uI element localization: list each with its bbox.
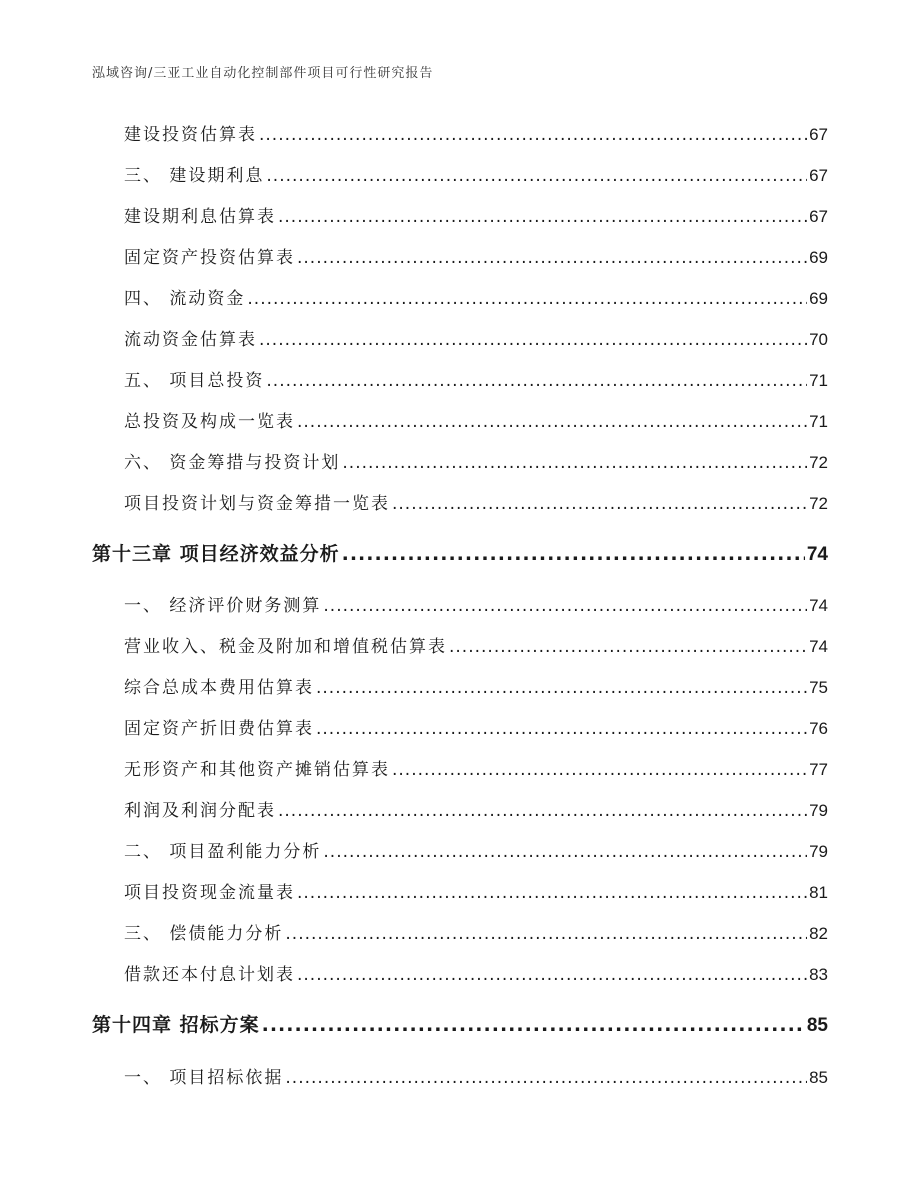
toc-page-number: 71 — [809, 412, 828, 431]
toc-leader-dots — [297, 880, 807, 906]
toc-entry-label: 六、 资金筹措与投资计划 — [124, 453, 341, 473]
header-divider — [92, 86, 828, 87]
toc-page-number: 85 — [809, 1068, 828, 1087]
toc-entry-label: 项目投资计划与资金筹措一览表 — [124, 494, 390, 514]
toc-entry-label: 项目投资现金流量表 — [124, 883, 295, 903]
toc-leader-dots — [247, 286, 807, 312]
toc-entry[interactable] — [124, 962, 828, 988]
toc-entry-label: 一、 项目招标依据 — [124, 1068, 284, 1088]
toc-page-number: 77 — [809, 760, 828, 779]
toc-entry-label: 三、 偿债能力分析 — [124, 924, 284, 944]
toc-entry[interactable] — [124, 327, 828, 353]
toc-entry[interactable] — [124, 204, 828, 230]
toc-entry[interactable] — [124, 880, 828, 906]
toc-entry[interactable] — [124, 409, 828, 435]
toc-entry-label: 总投资及构成一览表 — [124, 412, 295, 432]
toc-entry-label: 利润及利润分配表 — [124, 801, 276, 821]
toc-leader-dots — [262, 1012, 805, 1038]
toc-page-number: 79 — [809, 801, 828, 820]
toc-chapter-label: 第十三章 项目经济效益分析 — [92, 543, 340, 565]
toc-page-number: 74 — [809, 596, 828, 615]
toc-entry-label: 借款还本付息计划表 — [124, 965, 295, 985]
toc-leader-dots — [342, 541, 805, 567]
toc-entry[interactable] — [124, 675, 828, 701]
toc-chapter-label: 第十四章 招标方案 — [92, 1014, 260, 1036]
toc-entry-label: 综合总成本费用估算表 — [124, 678, 314, 698]
toc-page-number: 69 — [809, 289, 828, 308]
toc-leader-dots — [392, 491, 807, 517]
toc-leader-dots — [259, 122, 807, 148]
toc-page-number: 67 — [809, 166, 828, 185]
toc-chapter-entry[interactable] — [92, 541, 828, 567]
toc-entry-label: 五、 项目总投资 — [124, 371, 265, 391]
toc-entry[interactable] — [124, 921, 828, 947]
toc-page-number: 71 — [809, 371, 828, 390]
toc-leader-dots — [323, 839, 807, 865]
toc-entry[interactable] — [124, 593, 828, 619]
toc-entry[interactable] — [124, 634, 828, 660]
toc-leader-dots — [285, 1065, 807, 1091]
toc-entry-label: 固定资产折旧费估算表 — [124, 719, 314, 739]
toc-entry[interactable] — [124, 368, 828, 394]
toc-leader-dots — [342, 450, 807, 476]
toc-leader-dots — [297, 245, 807, 271]
toc-entry[interactable] — [124, 163, 828, 189]
toc-page-number: 81 — [809, 883, 828, 902]
toc-page-number: 79 — [809, 842, 828, 861]
toc-page-number: 67 — [809, 125, 828, 144]
toc-entry[interactable] — [124, 1065, 828, 1091]
toc-page-number: 72 — [809, 453, 828, 472]
toc-page-number: 85 — [806, 1015, 828, 1036]
toc-page-number: 72 — [809, 494, 828, 513]
toc-entry-label: 营业收入、税金及附加和增值税估算表 — [124, 637, 447, 657]
toc-entry[interactable] — [124, 839, 828, 865]
toc-entry-label: 流动资金估算表 — [124, 330, 257, 350]
toc-entry[interactable] — [124, 245, 828, 271]
toc-leader-dots — [297, 962, 807, 988]
toc-leader-dots — [316, 716, 807, 742]
toc-leader-dots — [285, 921, 807, 947]
toc-leader-dots — [266, 163, 807, 189]
toc-entry[interactable] — [124, 286, 828, 312]
toc-page-number: 76 — [809, 719, 828, 738]
toc-entry-label: 一、 经济评价财务测算 — [124, 596, 322, 616]
toc-page-number: 75 — [809, 678, 828, 697]
toc-page-number: 74 — [809, 637, 828, 656]
toc-entry-label: 建设期利息估算表 — [124, 207, 276, 227]
toc-leader-dots — [297, 409, 807, 435]
toc-page-number: 82 — [809, 924, 828, 943]
toc-entry-label: 建设投资估算表 — [124, 125, 257, 145]
toc-page-number: 67 — [809, 207, 828, 226]
toc-entry-label: 无形资产和其他资产摊销估算表 — [124, 760, 390, 780]
toc-leader-dots — [392, 757, 807, 783]
toc-entry[interactable] — [124, 122, 828, 148]
document-header: 泓域咨询/三亚工业自动化控制部件项目可行性研究报告 — [92, 66, 434, 81]
toc-entry[interactable] — [124, 716, 828, 742]
toc-leader-dots — [278, 798, 807, 824]
toc-leader-dots — [316, 675, 807, 701]
toc-entry-label: 二、 项目盈利能力分析 — [124, 842, 322, 862]
toc-page-number: 74 — [806, 544, 828, 565]
toc-leader-dots — [259, 327, 807, 353]
toc-entry[interactable] — [124, 798, 828, 824]
toc-leader-dots — [449, 634, 807, 660]
toc-leader-dots — [278, 204, 807, 230]
toc-page-number: 70 — [809, 330, 828, 349]
toc-page-number: 83 — [809, 965, 828, 984]
toc-entry[interactable] — [124, 757, 828, 783]
toc-entry-label: 固定资产投资估算表 — [124, 248, 295, 268]
toc-entry[interactable] — [124, 450, 828, 476]
toc-leader-dots — [266, 368, 807, 394]
toc-leader-dots — [323, 593, 807, 619]
toc-entry[interactable] — [124, 491, 828, 517]
toc-chapter-entry[interactable] — [92, 1012, 828, 1038]
toc-page-number: 69 — [809, 248, 828, 267]
toc-entry-label: 三、 建设期利息 — [124, 166, 265, 186]
toc-entry-label: 四、 流动资金 — [124, 289, 246, 309]
